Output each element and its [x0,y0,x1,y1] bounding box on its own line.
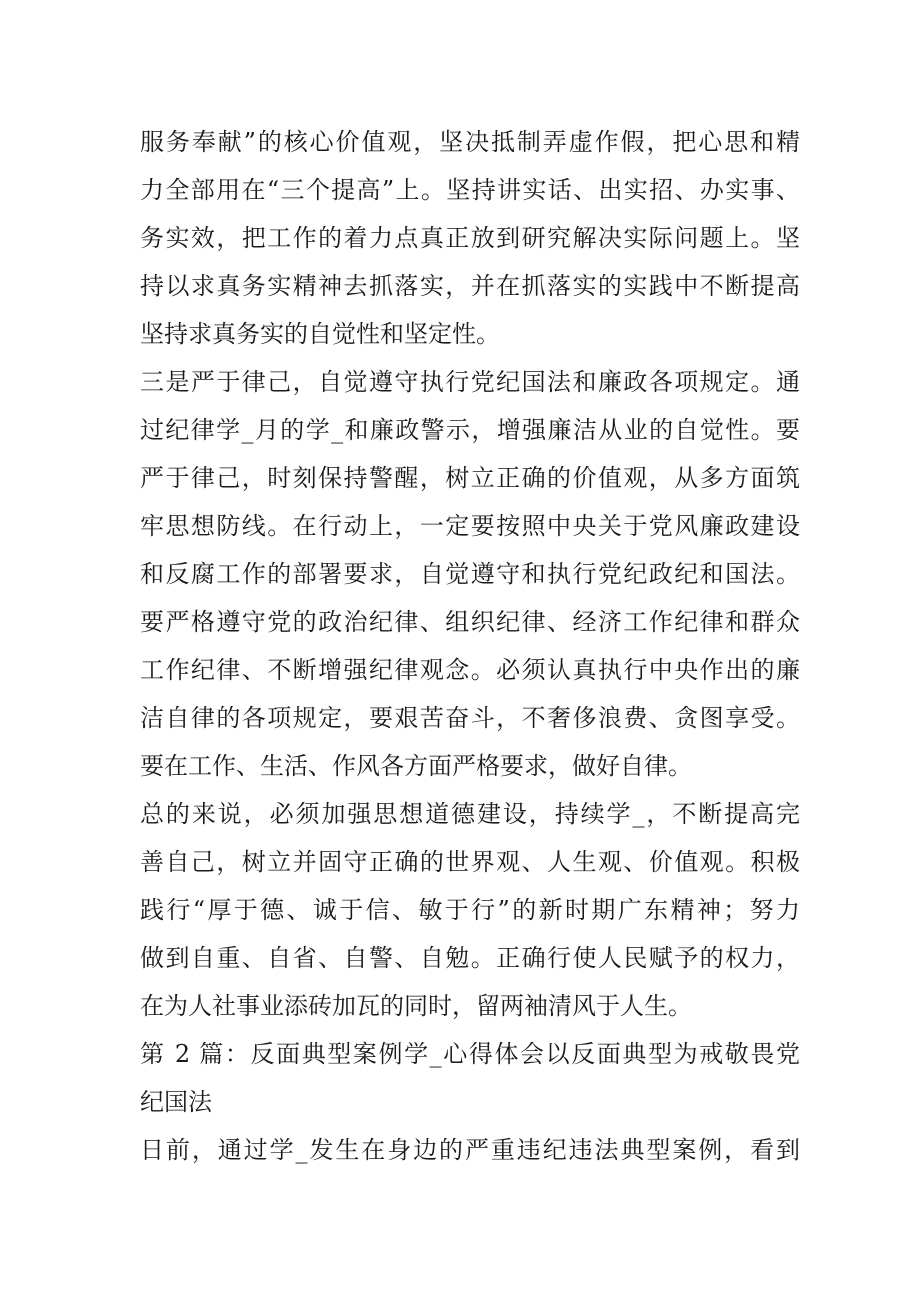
text-line: 做到自重、自省、自警、自勉。正确行使人民赋予的权力， [140,944,800,972]
text-line: 和反腐工作的部署要求，自觉遵守和执行党纪政纪和国法。 [140,560,800,588]
text-line: 务实效，把工作的着力点真正放到研究解决实际问题上。坚 [140,224,800,252]
text-line: 要严格遵守党的政治纪律、组织纪律、经济工作纪律和群众 [140,608,800,636]
text-line: 坚持求真务实的自觉性和坚定性。 [140,320,500,348]
text-line: 三是严于律己，自觉遵守执行党纪国法和廉政各项规定。通 [140,368,800,396]
text-line: 严于律己，时刻保持警醒，树立正确的价值观，从多方面筑 [140,464,800,492]
section-heading: 第 2 篇：反面典型案例学_心得体会以反面典型为戒敬畏党 [140,1040,800,1068]
text-line: 日前，通过学_发生在身边的严重违纪违法典型案例，看到 [140,1136,800,1164]
text-line: 善自己，树立并固守正确的世界观、人生观、价值观。积极 [140,848,800,876]
text-line: 力全部用在“三个提高”上。坚持讲实话、出实招、办实事、 [140,176,800,204]
text-line: 要在工作、生活、作风各方面严格要求，做好自律。 [140,752,692,780]
text-line: 践行“厚于德、诚于信、敏于行”的新时期广东精神；努力 [140,896,800,924]
text-line: 服务奉献”的核心价值观，坚决抵制弄虚作假，把心思和精 [140,128,800,156]
text-line: 总的来说，必须加强思想道德建设，持续学_，不断提高完 [140,800,800,828]
text-line: 洁自律的各项规定，要艰苦奋斗，不奢侈浪费、贪图享受。 [140,704,800,732]
text-line: 在为人社事业添砖加瓦的同时，留两袖清风于人生。 [140,992,692,1020]
document-body [140,118,800,1174]
section-heading: 纪国法 [140,1088,212,1116]
text-line: 牢思想防线。在行动上，一定要按照中央关于党风廉政建设 [140,512,800,540]
text-line: 持以求真务实精神去抓落实，并在抓落实的实践中不断提高 [140,272,800,300]
text-line: 过纪律学_月的学_和廉政警示，增强廉洁从业的自觉性。要 [140,416,800,444]
text-line: 工作纪律、不断增强纪律观念。必须认真执行中央作出的廉 [140,656,800,684]
